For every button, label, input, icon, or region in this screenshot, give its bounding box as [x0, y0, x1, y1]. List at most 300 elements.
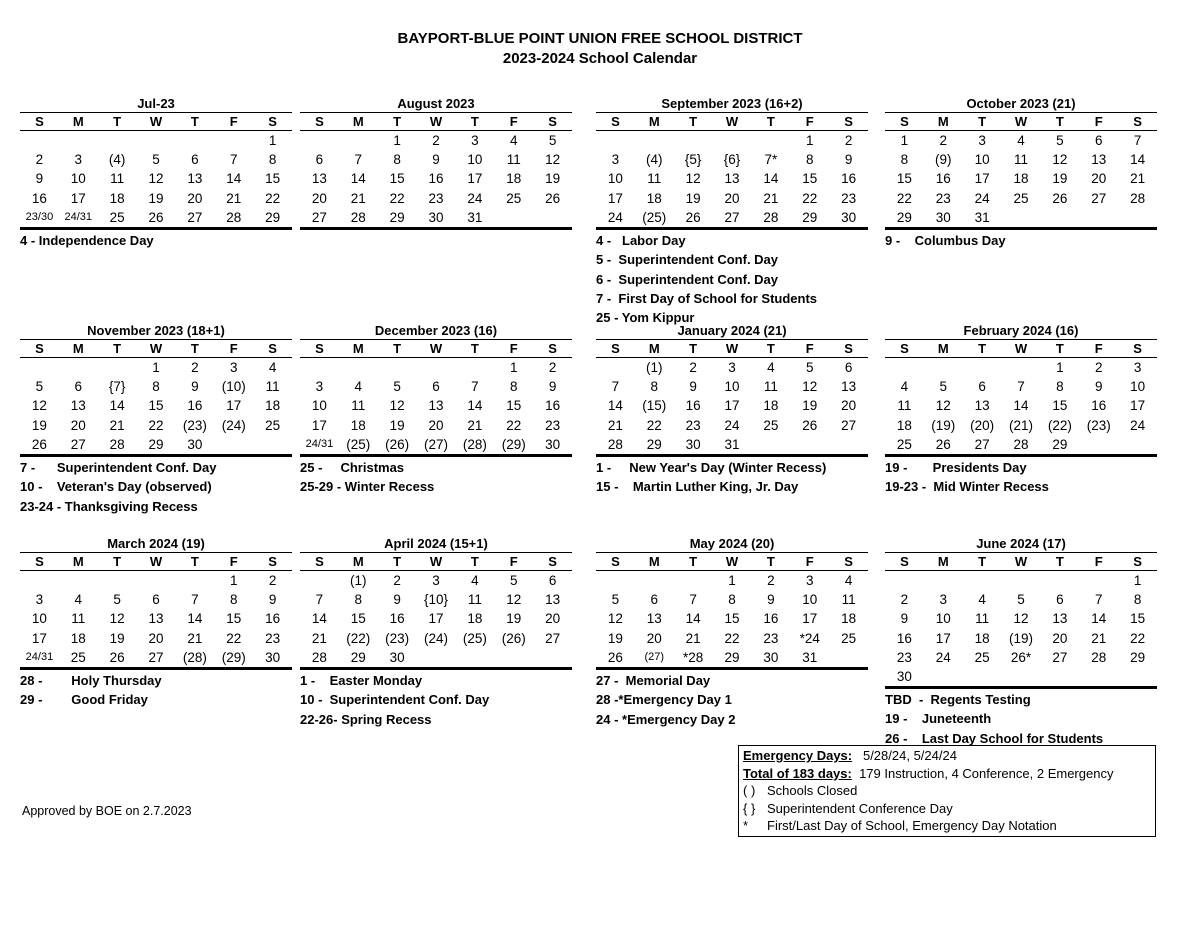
week-row [596, 609, 868, 628]
day-cell: 2 [767, 573, 775, 588]
day-cell: 8 [728, 592, 736, 608]
legend-total-row [743, 765, 1151, 783]
day-cell: 17 [802, 611, 818, 627]
day-cell: 23 [685, 417, 701, 433]
month-title: December 2023 (16) [374, 323, 498, 338]
weekday-label: S [1133, 114, 1142, 129]
day-cell: 28 [1091, 649, 1107, 665]
day-cell: 5 [152, 152, 160, 168]
day-cell: 20 [646, 630, 662, 646]
day-cell: 8 [805, 152, 814, 168]
day-cell: 18 [646, 190, 662, 206]
day-cell: 3 [471, 133, 479, 148]
district-title: BAYPORT-BLUE POINT UNION FREE SCHOOL DISTRICT [397, 30, 803, 47]
day-cell: 12 [389, 398, 405, 414]
day-cell: 26* [1010, 649, 1032, 665]
weekday-label: T [470, 554, 479, 569]
day-cell: 9 [548, 379, 557, 395]
day-cell: 8 [229, 592, 238, 608]
month-title: August 2023 [397, 96, 475, 111]
day-cell [175, 571, 214, 590]
day-cell: 29 [350, 649, 366, 665]
day-cell: 2 [548, 360, 557, 375]
weekday-label: T [190, 114, 199, 129]
day-cell [1079, 667, 1118, 686]
weekday-label: F [1094, 554, 1103, 569]
day-cell: 4 [74, 592, 83, 608]
day-cell: 5 [548, 133, 557, 148]
day-cell: 5 [939, 379, 948, 395]
day-cell: 15 [724, 611, 740, 627]
day-cell: 24 [974, 190, 990, 206]
month-title: January 2024 (21) [677, 323, 787, 338]
week-row [300, 377, 572, 396]
day-cell: (19) [1009, 630, 1034, 646]
day-cell: 20 [187, 190, 203, 206]
day-cell: 12 [802, 379, 818, 395]
day-cell: 28 [311, 649, 327, 665]
weekday-label: W [1014, 554, 1028, 569]
day-cell: 22 [802, 190, 818, 206]
day-cell: 22 [896, 190, 912, 206]
weekday-label: T [190, 341, 199, 356]
weekday-label: T [113, 554, 122, 569]
day-cell: 25 [70, 649, 86, 665]
weekday-label: T [1055, 341, 1064, 356]
day-cell: 3 [728, 360, 736, 375]
week-row [20, 208, 292, 227]
day-cell: 9 [191, 379, 199, 395]
day-cell: 29 [724, 649, 740, 665]
weekday-label: F [509, 114, 518, 129]
day-cell: (15) [642, 398, 667, 414]
day-cell: 23 [841, 190, 857, 206]
week-row [885, 667, 1157, 686]
day-cell: 26 [935, 436, 951, 452]
day-cell: 20 [148, 630, 164, 646]
day-cell: 5 [1017, 592, 1025, 608]
day-cell: 26 [109, 649, 125, 665]
day-cell: 24 [467, 190, 483, 206]
weekday-label: M [937, 114, 949, 129]
day-cell: 18 [70, 630, 86, 646]
day-cell: 15 [506, 398, 522, 414]
day-cell [1118, 435, 1157, 454]
day-cell: 25 [841, 630, 857, 646]
day-cell: 9 [1094, 379, 1103, 395]
day-cell [98, 571, 137, 590]
weekday-label: W [725, 554, 739, 569]
day-cell [596, 131, 635, 150]
holiday-note: 4 - Labor Day [596, 232, 686, 248]
day-cell: (23) [182, 417, 207, 433]
day-cell: 4 [767, 360, 775, 375]
day-cell: 27 [545, 630, 561, 646]
week-row [596, 396, 868, 415]
day-cell: 4 [471, 573, 479, 588]
day-cell: 7 [611, 379, 620, 395]
week-row [20, 629, 292, 648]
week-row [596, 358, 868, 377]
day-cell: 16 [31, 190, 47, 206]
day-cell: 16 [428, 171, 444, 187]
weekday-label: S [900, 114, 909, 129]
holiday-note: 27 - Memorial Day [596, 672, 711, 688]
day-cell: 27 [724, 209, 740, 225]
day-cell [674, 131, 713, 150]
month-block [300, 96, 572, 231]
day-cell: 20 [724, 190, 740, 206]
day-cell: 9 [900, 611, 909, 627]
weekday-label: F [229, 114, 238, 129]
month-title: September 2023 (16+2) [661, 96, 803, 111]
day-cell: 3 [611, 152, 620, 168]
day-cell [494, 208, 533, 227]
day-cell: 29 [896, 209, 912, 225]
week-row [885, 590, 1157, 609]
day-cell: 7 [471, 379, 479, 395]
holiday-note: 9 - Columbus Day [885, 232, 1006, 248]
day-cell: 26 [545, 190, 561, 206]
week-rows [300, 571, 572, 670]
week-row [885, 648, 1157, 667]
legend-row-conference [743, 800, 1151, 818]
weekday-label: W [149, 341, 163, 356]
holiday-note: 5 - Superintendent Conf. Day [596, 252, 779, 268]
approval-note: Approved by BOE on 2.7.2023 [22, 804, 192, 818]
week-row [885, 150, 1157, 169]
day-cell: 28 [607, 436, 623, 452]
day-cell: 11 [265, 379, 280, 395]
day-cell: 17 [974, 171, 990, 187]
day-cell: 27 [70, 436, 86, 452]
day-cell: 22 [646, 417, 662, 433]
day-cell: (26) [385, 436, 410, 452]
day-cell [885, 358, 924, 377]
day-cell [533, 648, 572, 667]
day-cell: 22 [389, 190, 405, 206]
day-cell: (10) [221, 379, 246, 395]
day-cell: 29 [646, 436, 662, 452]
holiday-note: 1 - New Year's Day (Winter Recess) [596, 459, 827, 475]
day-cell [963, 358, 1002, 377]
day-cell [924, 358, 963, 377]
day-cell: 24/31 [64, 210, 93, 223]
day-cell [963, 571, 1002, 590]
day-cell [924, 667, 963, 686]
day-cell: 14 [311, 611, 327, 627]
day-cell [1002, 208, 1041, 227]
day-cell: 31 [467, 209, 483, 225]
day-cell: 12 [148, 171, 164, 187]
day-cell: 20 [1052, 630, 1068, 646]
weekday-label: M [352, 114, 364, 129]
week-row [20, 571, 292, 590]
day-cell: 24 [724, 417, 740, 433]
day-cell: 12 [31, 398, 47, 414]
day-cell: 14 [607, 398, 623, 414]
day-cell: 6 [191, 152, 199, 168]
day-cell: 10 [467, 152, 483, 168]
day-cell: 10 [802, 592, 818, 608]
month-notes [885, 690, 1157, 748]
day-cell: (1) [646, 360, 663, 375]
day-cell: 13 [646, 611, 662, 627]
legend-emergency-value: 5/28/24, 5/24/24 [862, 748, 957, 763]
weekday-label: T [470, 114, 479, 129]
day-cell: 22 [265, 190, 281, 206]
day-cell: 1 [268, 133, 277, 148]
day-cell: 8 [1056, 379, 1064, 395]
week-row [300, 435, 572, 454]
day-cell: 18 [265, 398, 281, 414]
weekday-label: M [648, 554, 660, 569]
day-cell: 11 [71, 611, 86, 627]
day-cell: 20 [428, 417, 444, 433]
weekday-label: S [844, 114, 853, 129]
day-cell: 5 [393, 379, 401, 395]
day-cell [59, 571, 98, 590]
weekday-label: T [393, 114, 402, 129]
week-row [596, 590, 868, 609]
weekday-label: F [229, 554, 238, 569]
day-cell: 21 [226, 190, 242, 206]
legend-symbol-parens: ( ) [743, 783, 756, 799]
weekday-label: T [689, 554, 698, 569]
holiday-note: 28 - Holy Thursday [20, 672, 162, 688]
day-cell: 14 [350, 171, 366, 187]
day-cell: 17 [226, 398, 242, 414]
day-cell [596, 571, 635, 590]
day-cell: 11 [110, 171, 125, 187]
day-cell: 19 [389, 417, 405, 433]
week-row [300, 208, 572, 227]
day-cell: 2 [900, 592, 909, 608]
day-cell: 23 [545, 417, 561, 433]
day-cell: 11 [763, 379, 778, 395]
weekday-label: S [611, 341, 620, 356]
weekday-label: T [766, 341, 775, 356]
holiday-note: 19 - Presidents Day [885, 459, 1027, 475]
day-cell: 18 [763, 398, 779, 414]
day-cell: 19 [1052, 171, 1068, 187]
day-cell: 13 [841, 379, 857, 395]
weekday-label: S [35, 554, 44, 569]
day-cell [1002, 358, 1041, 377]
day-cell: 17 [31, 630, 47, 646]
week-row [596, 208, 868, 227]
day-cell: 5 [805, 360, 814, 375]
day-cell: 23 [763, 630, 779, 646]
weekday-header [20, 339, 292, 358]
weekday-label: S [844, 341, 853, 356]
day-cell: 31 [724, 436, 740, 452]
day-cell: 16 [1091, 398, 1107, 414]
weekday-label: T [978, 341, 987, 356]
day-cell: 17 [935, 630, 951, 646]
day-cell: 30 [545, 436, 561, 452]
day-cell: 13 [974, 398, 990, 414]
day-cell: 16 [187, 398, 203, 414]
day-cell [1079, 571, 1118, 590]
day-cell: 28 [1130, 190, 1146, 206]
day-cell: 19 [506, 611, 522, 627]
day-cell: 20 [311, 190, 327, 206]
day-cell: 30 [841, 209, 857, 225]
day-cell: 11 [841, 592, 856, 608]
holiday-note: 1 - Easter Monday [300, 672, 423, 688]
day-cell: 7 [191, 592, 199, 608]
month-title: April 2024 (15+1) [384, 536, 488, 551]
day-cell: 10 [1130, 379, 1146, 395]
legend-symbol-braces: { } [743, 800, 756, 816]
holiday-note: 6 - Superintendent Conf. Day [596, 271, 779, 287]
weekday-label: W [429, 341, 443, 356]
day-cell: 10 [311, 398, 327, 414]
weekday-label: S [611, 114, 620, 129]
day-cell: 7 [689, 592, 697, 608]
day-cell: 25 [974, 649, 990, 665]
week-row [300, 169, 572, 188]
weekday-label: W [725, 114, 739, 129]
day-cell: 16 [265, 611, 281, 627]
day-cell: 7 [315, 592, 324, 608]
day-cell: 3 [35, 592, 44, 608]
day-cell: 4 [354, 379, 363, 395]
weekday-label: F [229, 341, 238, 356]
day-cell: 3 [74, 152, 83, 168]
day-cell: 18 [506, 171, 522, 187]
day-cell: 27 [974, 436, 990, 452]
day-cell: 20 [70, 417, 86, 433]
day-cell: 12 [506, 592, 522, 608]
weekday-header [596, 552, 868, 571]
week-row [300, 629, 572, 648]
day-cell: 19 [545, 171, 561, 187]
day-cell: 25 [109, 209, 125, 225]
day-cell: 25 [265, 417, 281, 433]
day-cell: 4 [268, 360, 277, 375]
holiday-note: 15 - Martin Luther King, Jr. Day [596, 479, 799, 495]
day-cell: 13 [545, 592, 561, 608]
day-cell: 2 [393, 573, 401, 588]
week-row [885, 208, 1157, 227]
day-cell: 28 [763, 209, 779, 225]
day-cell: 29 [389, 209, 405, 225]
weekday-label: T [190, 554, 199, 569]
day-cell: (19) [931, 417, 956, 433]
holiday-note: 24 - *Emergency Day 2 [596, 711, 736, 727]
week-row [20, 609, 292, 628]
day-cell [1002, 667, 1041, 686]
day-cell: 31 [802, 649, 818, 665]
day-cell [1118, 667, 1157, 686]
day-cell: 4 [978, 592, 986, 608]
day-cell: 6 [978, 379, 986, 395]
day-cell: (26) [501, 630, 526, 646]
weekday-label: M [72, 341, 84, 356]
day-cell: 8 [900, 152, 909, 168]
day-cell: 20 [545, 611, 561, 627]
week-row [20, 189, 292, 208]
day-cell [59, 131, 98, 150]
day-cell: 10 [935, 611, 951, 627]
day-cell: 16 [896, 630, 912, 646]
week-row [300, 571, 572, 590]
day-cell: 15 [802, 171, 818, 187]
weekday-label: S [548, 341, 557, 356]
day-cell: 28 [350, 209, 366, 225]
week-row [300, 189, 572, 208]
day-cell [339, 131, 378, 150]
day-cell: 8 [152, 379, 160, 395]
day-cell: 19 [685, 190, 701, 206]
day-cell: 6 [74, 379, 83, 395]
day-cell: 23 [428, 190, 444, 206]
week-row [885, 189, 1157, 208]
day-cell: (4) [108, 152, 126, 168]
day-cell: 27 [148, 649, 164, 665]
day-cell: 26 [148, 209, 164, 225]
month-title: October 2023 (21) [966, 96, 1076, 111]
day-cell: 24 [935, 649, 951, 665]
week-rows [885, 358, 1157, 457]
day-cell: 2 [939, 133, 948, 148]
week-row [20, 377, 292, 396]
day-cell [533, 208, 572, 227]
day-cell: 30 [187, 436, 203, 452]
day-cell: 6 [548, 573, 557, 588]
week-rows [20, 131, 292, 230]
day-cell: 12 [1052, 152, 1068, 168]
day-cell [175, 131, 214, 150]
day-cell: 7 [354, 152, 363, 168]
day-cell: 27 [1052, 649, 1068, 665]
holiday-note: TBD - Regents Testing [885, 692, 1031, 708]
weekday-label: S [315, 114, 324, 129]
month-notes [20, 458, 292, 516]
day-cell [300, 131, 339, 150]
week-row [885, 169, 1157, 188]
month-title: June 2024 (17) [976, 536, 1066, 551]
weekday-label: F [805, 341, 814, 356]
month-title: May 2024 (20) [689, 536, 775, 551]
week-row [300, 358, 572, 377]
day-cell [924, 571, 963, 590]
week-row [885, 629, 1157, 648]
day-cell: 7 [1094, 592, 1103, 608]
weekday-label: W [429, 114, 443, 129]
week-row [885, 609, 1157, 628]
day-cell: 20 [1091, 171, 1107, 187]
day-cell: 14 [763, 171, 779, 187]
day-cell [300, 571, 339, 590]
day-cell: (25) [462, 630, 487, 646]
day-cell: 18 [1013, 171, 1029, 187]
weekday-header [300, 339, 572, 358]
day-cell: 13 [428, 398, 444, 414]
day-cell: (27) [644, 650, 665, 663]
day-cell: 14 [226, 171, 242, 187]
weekday-label: M [72, 114, 84, 129]
day-cell: 2 [191, 360, 199, 375]
day-cell [1040, 571, 1079, 590]
week-row [885, 377, 1157, 396]
week-row [20, 358, 292, 377]
day-cell: 15 [148, 398, 164, 414]
month-notes [885, 231, 1157, 250]
day-cell: (9) [935, 152, 952, 168]
